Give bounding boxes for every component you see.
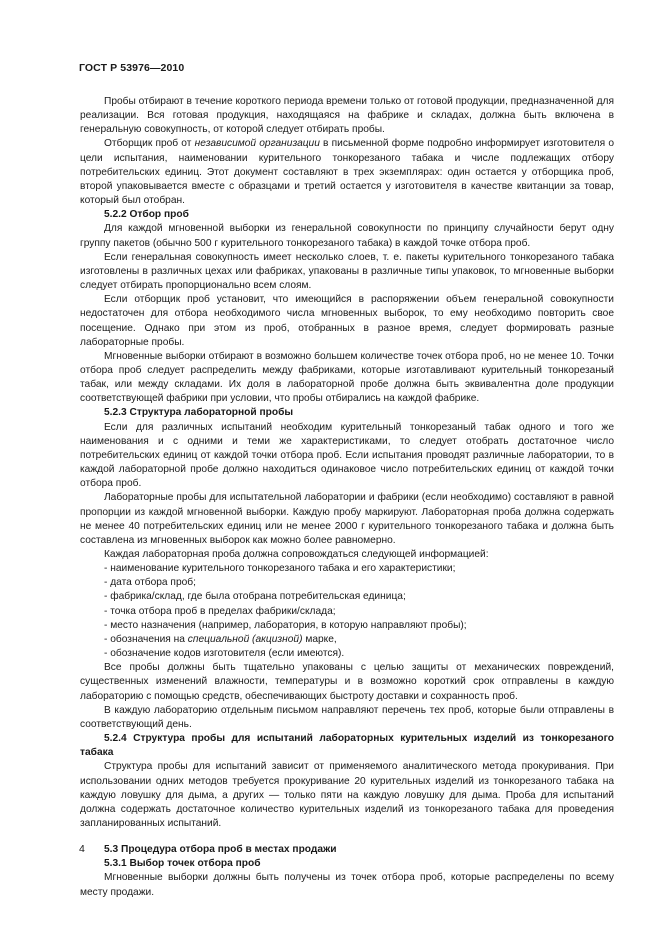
- paragraph: Каждая лабораторная проба должна сопровождаться следующей информацией:: [104, 549, 489, 560]
- list-item: - точка отбора проб в пределах фабрики/склада;: [104, 605, 336, 617]
- paragraph: Если для различных испытаний необходим курительный тонкорезаный табак одного и того же наименования и с одними и теми же характеристиками, то следует отобрать достаточное число потребительских единиц от каждой точки отбора проб. Если испытания проводят различные лаборатории, то в каждой лабораторной пробе должно находиться одинаковое число потребительских единиц от каждой точки отбора проб.: [80, 421, 614, 490]
- document-body: [80, 95, 614, 900]
- section-heading: 5.2.2 Отбор проб: [104, 209, 189, 221]
- text-run: в письменной форме подробно информирует изготовителя о цели испытания, наименовании курительного тонкорезаного табака и числе подлежащих отбору потребительских единиц. Этот документ составляют в трех экземплярах: один остается у отборщика проб, второй упаковывается вместе с образцами и третий остается у изготовителя в качестве квитанции за товар, который был отобран.: [80, 138, 614, 207]
- section-heading: 5.3 Процедура отбора проб в местах продажи: [104, 844, 337, 856]
- text-run: Отборщик проб от: [104, 138, 195, 150]
- paragraph: [80, 137, 614, 208]
- list-item: - обозначение кодов изготовителя (если имеются).: [104, 648, 345, 660]
- paragraph: Для каждой мгновенной выборки из генеральной совокупности по принципу случайности берут одну группу пакетов (обычно 500 г курительного тонкорезаного табака) в каждой точке отбора проб.: [80, 223, 614, 249]
- list-item: - наименование курительного тонкорезаного табака и его характеристики;: [104, 563, 456, 575]
- paragraph: В каждую лабораторию отдельным письмом направляют перечень тех проб, которые были отправлены в соответствующий день.: [80, 704, 614, 730]
- paragraph: Мгновенные выборки отбирают в возможно большем количестве точек отбора проб, но не менее 10. Точки отбора проб следует распределить между фабриками, которые изготавливают курительный тонкорезаный табак, или между складами. Их доля в лабораторной пробе должна быть эквивалентна доле продукции соответствующей фабрики при условии, что пробы отбирались на каждой фабрике.: [80, 350, 614, 405]
- list-item: - дата отбора проб;: [104, 577, 196, 589]
- section-heading: 5.2.3 Структура лабораторной пробы: [104, 407, 294, 419]
- paragraph: Структура пробы для испытаний зависит от применяемого аналитического метода прокуривания. При использовании одних методов требуется прокуривание 20 курительных изделий из тонкорезаного табака на каждую ловушку для дыма, а других — только пяти на каждую ловушку для дыма. Проба для испытаний должна содержать достаточное количество курительных изделий из тонкорезаного табака для проведения запланированных испытаний.: [80, 761, 614, 829]
- paragraph: Если генеральная совокупность имеет несколько слоев, т. е. пакеты курительного тонкорезаного табака изготовлены в различных цехах или фабриках, упакованы в различные типы упаковок, то мгновенные выборки следует отбирать пропорционально всем слоям.: [80, 251, 614, 292]
- paragraph: Если отборщик проб установит, что имеющийся в распоряжении объем генеральной совокупности недостаточен для отбора необходимого числа мгновенных выборок, то ему необходимо повторить свое посещение. Однако при этом из проб, отобранных в разное время, следует формировать разные лабораторные пробы.: [80, 294, 614, 348]
- text-run: марке,: [302, 633, 337, 645]
- list-item: [80, 633, 614, 647]
- list-item: - место назначения (например, лаборатория, в которую направляют пробы);: [104, 619, 467, 631]
- section-heading: 5.2.4 Структура пробы для испытаний лабораторных курительных изделий из тонкорезаного табака: [80, 733, 614, 759]
- text-run: - обозначения на: [104, 633, 188, 645]
- page-number: 4: [79, 843, 85, 855]
- paragraph: Мгновенные выборки должны быть получены из точек отбора проб, которые распределены по всему месту продажи.: [80, 872, 614, 898]
- italic-term: независимой организации: [194, 138, 320, 150]
- list-item: - фабрика/склад, где была отобрана потребительская единица;: [104, 591, 406, 603]
- section-heading: 5.3.1 Выбор точек отбора проб: [104, 858, 261, 870]
- paragraph: Лабораторные пробы для испытательной лаборатории и фабрики (если необходимо) составляют в равной пропорции из каждой мгновенной выборки. Каждую пробу маркируют. Лабораторная проба должна содержать не менее 40 потребительских единиц или не менее 2000 г курительного тонкорезаного табака и должна быть составлена из мгновенных выборок как можно более равномерно.: [80, 492, 614, 546]
- italic-term: специальной (акцизной): [187, 633, 303, 645]
- paragraph: Пробы отбирают в течение короткого периода времени только от готовой продукции, предназначенной для реализации. Вся готовая продукция, находящаяся на фабрике и складах, должна быть включена в генеральную совокупность, от которой следует отбирать пробы.: [80, 96, 614, 136]
- standard-header: ГОСТ Р 53976—2010: [79, 62, 185, 74]
- paragraph: Все пробы должны быть тщательно упакованы с целью защиты от механических повреждений, существенных изменений влажности, температуры и в возможно короткий срок отправлены в каждую лабораторию с помощью средств, обеспечивающих быстроту доставки и сохранность проб.: [80, 662, 614, 702]
